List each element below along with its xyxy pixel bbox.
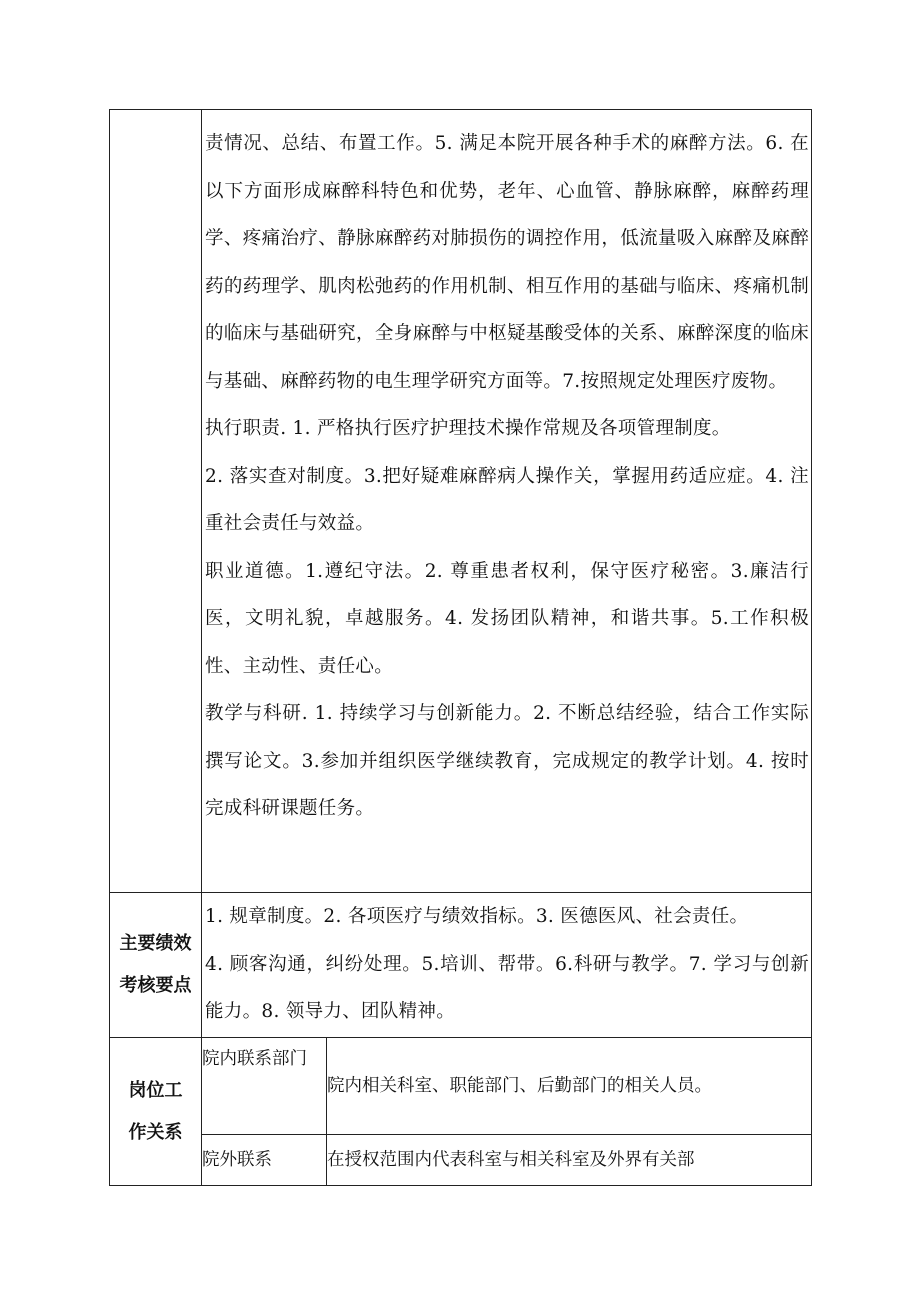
internal-value: 院内相关科室、职能部门、后勤部门的相关人员。 <box>327 1076 712 1096</box>
performance-row <box>110 893 812 1038</box>
duties-paragraph: 职业道德。1.遵纪守法。2. 尊重患者权利，保守医疗秘密。3.廉洁行医，文明礼貌，卓越服务。4. 发扬团队精神，和谐共事。5.工作积极性、主动性、责任心。 <box>205 560 809 677</box>
performance-line: 1. 规章制度。2. 各项医疗与绩效指标。3. 医德医风、社会责任。 <box>205 906 749 927</box>
performance-label <box>110 893 202 1038</box>
duties-paragraph: 2. 落实查对制度。3.把好疑难麻醉病人操作关，掌握用药适应症。4. 注重社会责任与效益。 <box>205 465 809 534</box>
performance-line: 4. 顾客沟通，纠纷处理。5.培训、帮带。6.科研与教学。7. 学习与创新能力。8. 领导力、团队精神。 <box>205 953 809 1022</box>
duties-label-cell <box>110 110 202 893</box>
internal-label-cell <box>202 1038 327 1135</box>
internal-value-cell <box>327 1038 812 1135</box>
internal-label: 院内联系部门 <box>202 1049 307 1069</box>
relations-label <box>110 1038 202 1186</box>
external-label-cell <box>202 1135 327 1186</box>
performance-label-text: 主要绩效考核要点 <box>119 933 192 996</box>
duties-content-cell <box>202 110 812 893</box>
relations-label-text: 岗位工作关系 <box>128 1079 183 1143</box>
job-description-table <box>109 109 812 1186</box>
external-value-cell <box>327 1135 812 1186</box>
duties-row <box>110 110 812 893</box>
duties-paragraph: 教学与科研. 1. 持续学习与创新能力。2. 不断总结经验，结合工作实际撰写论文。3.参加并组织医学继续教育，完成规定的教学计划。4. 按时完成科研课题任务。 <box>205 703 809 819</box>
duties-paragraph: 执行职责. 1. 严格执行医疗护理技术操作常规及各项管理制度。 <box>205 418 731 439</box>
external-label: 院外联系 <box>202 1150 272 1170</box>
performance-content-cell <box>202 893 812 1038</box>
relations-internal-row <box>110 1038 812 1135</box>
relations-external-row <box>110 1135 812 1186</box>
external-value: 在授权范围内代表科室与相关科室及外界有关部 <box>327 1150 695 1170</box>
duties-paragraph: 责情况、总结、布置工作。5. 满足本院开展各种手术的麻醉方法。6. 在以下方面形成麻醉科特色和优势，老年、心血管、静脉麻醉，麻醉药理学、疼痛治疗、静脉麻醉药对肺损伤的调控作用，低流量吸入麻醉及麻醉药的药理学、肌肉松弛药的作用机制、相互作用的基础与临床、疼痛机制的临床与基础研究，全身麻醉与中枢疑基酸受体的关系、麻醉深度的临床与基础、麻醉药物的电生理学研究方面等。7.按照规定处理医疗废物。 <box>205 133 809 392</box>
